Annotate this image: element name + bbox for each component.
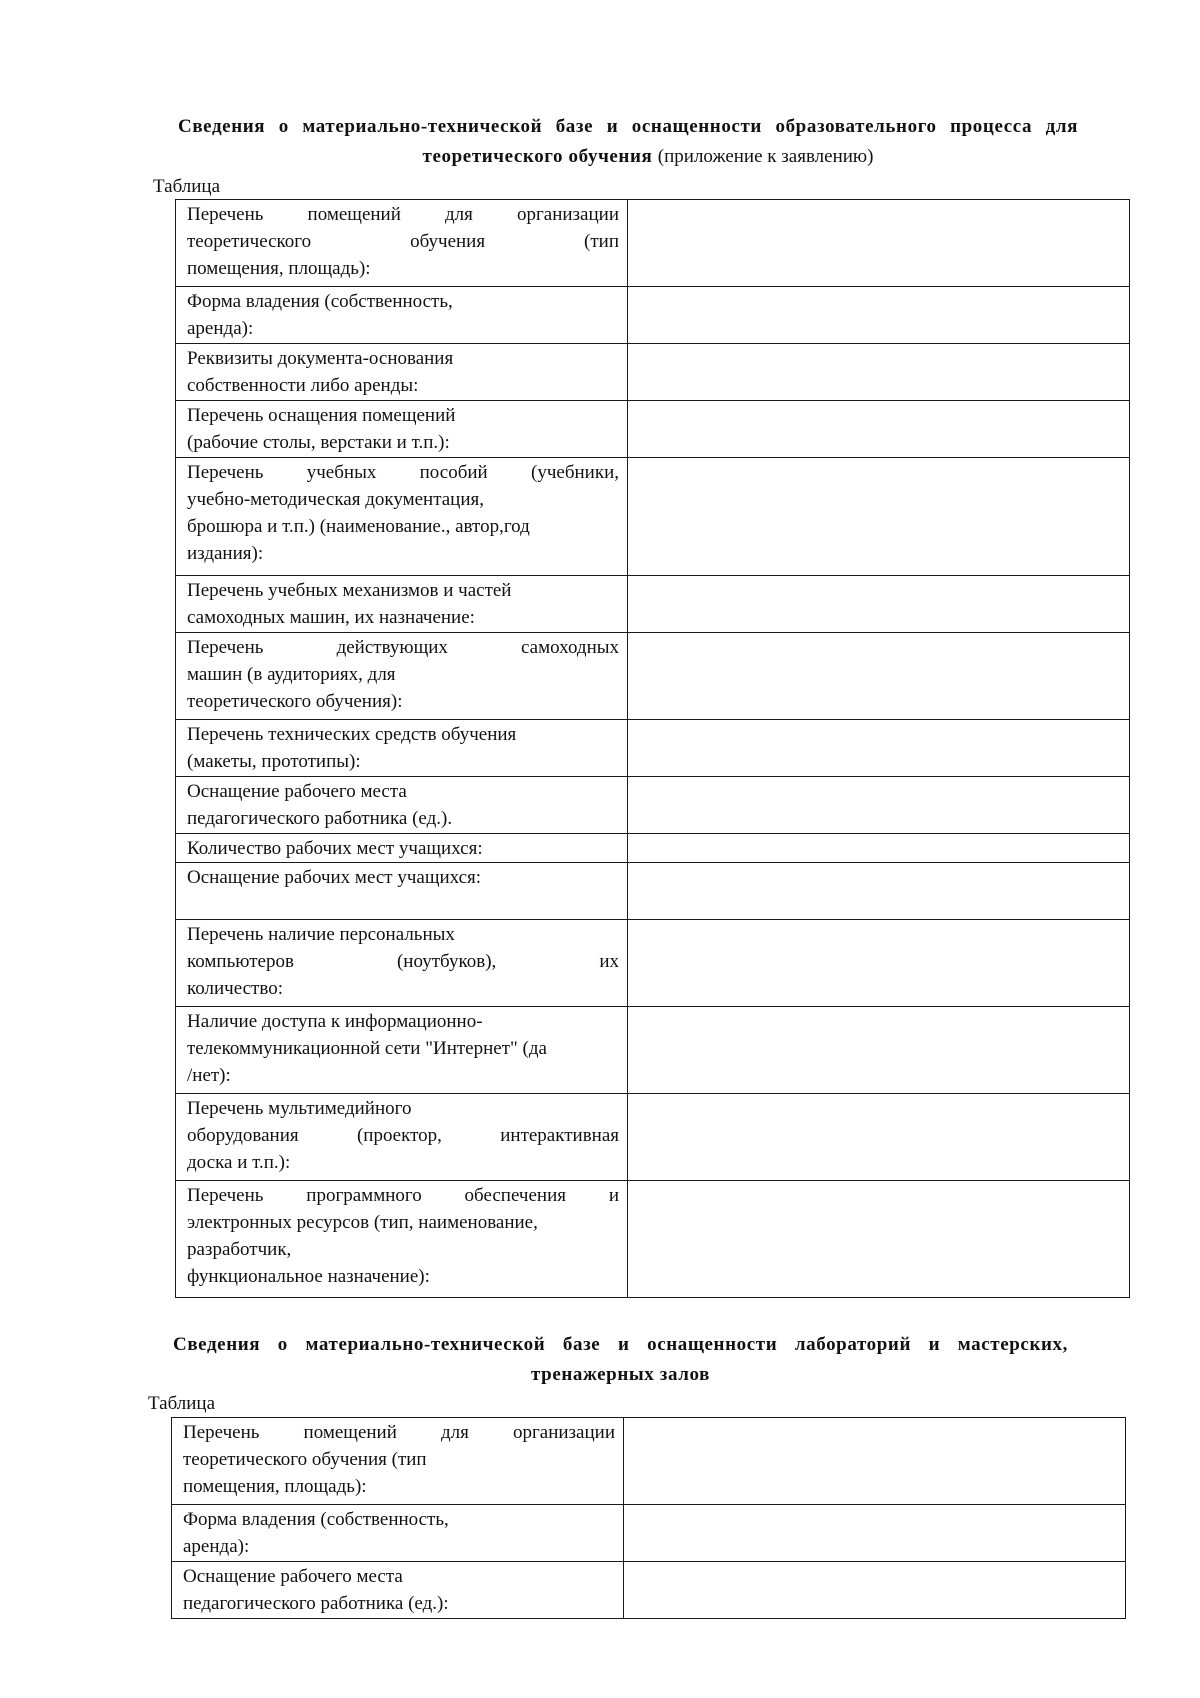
field-value-cell[interactable] (628, 344, 1130, 401)
field-label-cell (172, 1418, 624, 1505)
field-value-cell[interactable] (628, 1181, 1130, 1298)
field-label-line: Оснащение рабочих мест учащихся: (187, 867, 482, 888)
field-label-line: Перечень действующих самоходных (187, 637, 619, 658)
field-label-line: оборудования (проектор, интерактивная (187, 1125, 619, 1146)
section1-heading-note: (приложение к заявлению) (657, 146, 874, 167)
field-label-cell (176, 863, 628, 920)
table-row (176, 720, 1130, 777)
field-label-cell (176, 200, 628, 287)
table-row (176, 633, 1130, 720)
field-label-line: электронных ресурсов (тип, наименование, (187, 1212, 538, 1233)
field-value-cell[interactable] (624, 1418, 1126, 1505)
section1-table-label: Таблица (153, 176, 221, 197)
field-label-line: помещения, площадь): (183, 1476, 367, 1497)
field-value-cell[interactable] (628, 633, 1130, 720)
table-row (176, 863, 1130, 920)
field-value-cell[interactable] (628, 777, 1130, 834)
field-label-line (187, 891, 619, 918)
field-value-cell[interactable] (628, 401, 1130, 458)
table-row (176, 920, 1130, 1007)
field-label-cell (176, 344, 628, 401)
table-row (176, 344, 1130, 401)
field-value-cell[interactable] (628, 576, 1130, 633)
field-value-cell[interactable] (628, 863, 1130, 920)
field-label-line: Перечень помещений для организации (183, 1422, 615, 1443)
field-label-line: /нет): (187, 1065, 231, 1086)
table-row (176, 576, 1130, 633)
field-label-line: Перечень оснащения помещений (187, 405, 456, 426)
field-label-cell (176, 1181, 628, 1298)
field-label-line: теоретического обучения (тип (183, 1449, 427, 1470)
field-value-cell[interactable] (628, 1094, 1130, 1181)
field-label-line: Оснащение рабочего места (183, 1566, 403, 1587)
field-value-cell[interactable] (624, 1562, 1126, 1619)
field-label-line: функциональное назначение): (187, 1266, 430, 1287)
field-value-cell[interactable] (628, 458, 1130, 576)
field-label-cell (176, 720, 628, 777)
field-value-cell[interactable] (628, 1007, 1130, 1094)
table-row (176, 1181, 1130, 1298)
field-label-line: Перечень наличие персональных (187, 924, 455, 945)
field-label-cell (176, 633, 628, 720)
field-label-line: педагогического работника (ед.). (187, 808, 453, 829)
field-label-line: (рабочие столы, верстаки и т.п.): (187, 432, 450, 453)
field-label-line: Перечень учебных механизмов и частей (187, 580, 512, 601)
field-label-line: Перечень помещений для организации (187, 204, 619, 225)
field-label-line: Наличие доступа к информационно- (187, 1011, 483, 1032)
field-label-cell (172, 1505, 624, 1562)
field-label-line: (макеты, прототипы): (187, 751, 361, 772)
field-value-cell[interactable] (628, 920, 1130, 1007)
table-row (176, 1094, 1130, 1181)
field-label-cell (176, 1007, 628, 1094)
field-label-cell (176, 458, 628, 576)
field-label-line: теоретического обучения (тип (187, 231, 619, 252)
field-label-line: учебно-методическая документация, (187, 489, 485, 510)
section1-heading-line2: теоретического обучения (422, 146, 653, 167)
field-label-cell (176, 576, 628, 633)
field-label-cell (176, 920, 628, 1007)
field-label-line: педагогического работника (ед.): (183, 1593, 449, 1614)
section1-heading-line1: Сведения о материально-технической базе и оснащенности образовательного процесса для (178, 116, 1078, 137)
field-label-line: Количество рабочих мест учащихся: (187, 838, 483, 859)
field-value-cell[interactable] (624, 1505, 1126, 1562)
section2-table (171, 1417, 1126, 1619)
field-label-line: аренда): (187, 318, 254, 339)
field-label-line: собственности либо аренды: (187, 375, 419, 396)
field-label-cell (176, 777, 628, 834)
field-label-cell (176, 1094, 628, 1181)
table-row (176, 458, 1130, 576)
field-label-line: издания): (187, 543, 264, 564)
field-label-line: Перечень программного обеспечения и (187, 1185, 619, 1206)
field-label-line: компьютеров (ноутбуков), их (187, 951, 619, 972)
table-row (172, 1505, 1126, 1562)
section2-heading (173, 1330, 1068, 1390)
field-label-line: машин (в аудиториях, для (187, 664, 396, 685)
field-label-line: Форма владения (собственность, (183, 1509, 449, 1530)
field-label-cell (172, 1562, 624, 1619)
field-label-line: разработчик, (187, 1239, 292, 1260)
field-label-line: самоходных машин, их назначение: (187, 607, 475, 628)
table-row (176, 200, 1130, 287)
field-value-cell[interactable] (628, 200, 1130, 287)
field-label-line: теоретического обучения): (187, 691, 403, 712)
section1-table (175, 199, 1130, 1298)
field-label-line: Перечень учебных пособий (учебники, (187, 462, 619, 483)
section2-heading-line2: тренажерных залов (530, 1364, 711, 1385)
field-label-line: помещения, площадь): (187, 258, 371, 279)
field-label-line: Оснащение рабочего места (187, 781, 407, 802)
field-label-line: Форма владения (собственность, (187, 291, 453, 312)
field-label-line: Перечень технических средств обучения (187, 724, 517, 745)
field-label-cell (176, 401, 628, 458)
field-value-cell[interactable] (628, 720, 1130, 777)
field-label-cell (176, 834, 628, 863)
field-label-line: аренда): (183, 1536, 250, 1557)
section1-heading (178, 112, 1078, 172)
table-row (176, 1007, 1130, 1094)
table-row (176, 834, 1130, 863)
table-row (176, 401, 1130, 458)
table-row (176, 777, 1130, 834)
field-label-line: доска и т.п.): (187, 1152, 291, 1173)
field-value-cell[interactable] (628, 287, 1130, 344)
field-value-cell[interactable] (628, 834, 1130, 863)
field-label-line: Реквизиты документа-основания (187, 348, 454, 369)
section2-table-label: Таблица (148, 1393, 216, 1414)
field-label-line: брошюра и т.п.) (наименование., автор,год (187, 516, 530, 537)
field-label-line: телекоммуникационной сети "Интернет" (да (187, 1038, 547, 1059)
table-row (172, 1418, 1126, 1505)
field-label-cell (176, 287, 628, 344)
field-label-line: количество: (187, 978, 283, 999)
field-label-line: Перечень мультимедийного (187, 1098, 412, 1119)
section2-heading-line1: Сведения о материально-технической базе и оснащенности лабораторий и мастерских, (173, 1334, 1068, 1355)
table-row (172, 1562, 1126, 1619)
table-row (176, 287, 1130, 344)
